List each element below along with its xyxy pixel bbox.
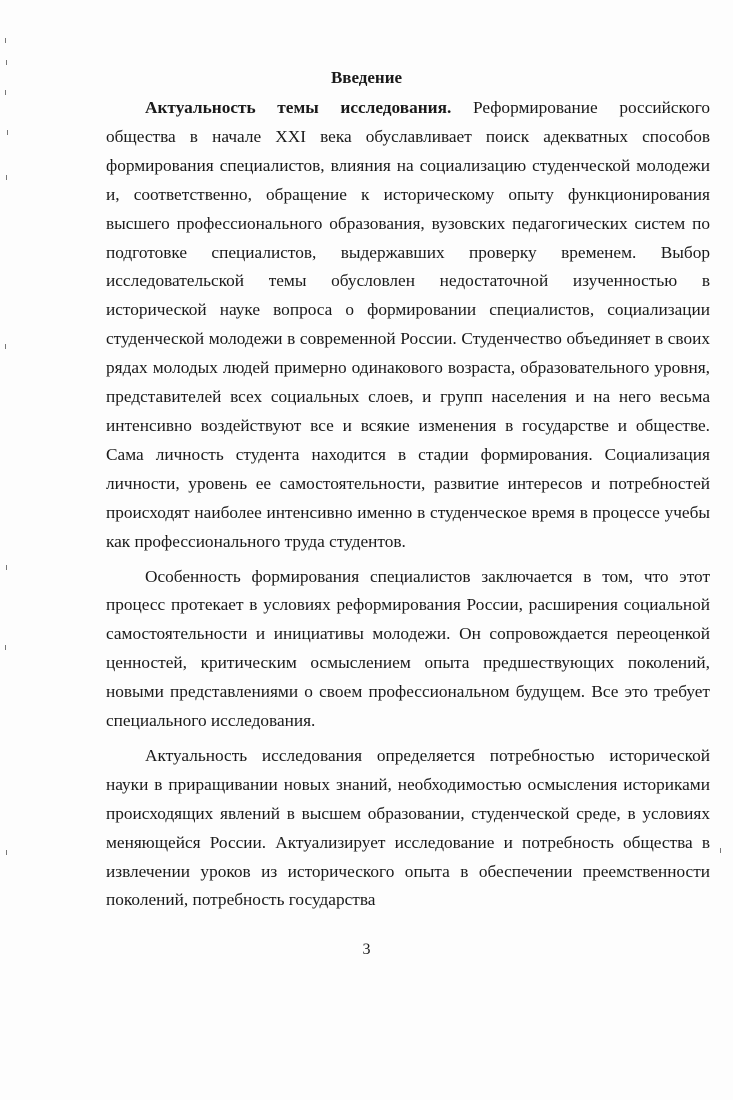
section-title: Введение — [330, 68, 403, 87]
scan-artifact — [6, 850, 7, 855]
paragraph-2 — [106, 563, 710, 736]
scan-artifact — [5, 344, 6, 349]
body-text — [106, 94, 710, 915]
scan-artifact — [6, 565, 7, 570]
paragraph-text: Актуальность исследования определяется потребностью исторической науки в приращивании новых знаний, необходимостью осмысления историками происходящих явлений в высшем образовании, студенческой среде, в условиях меняющейся России. Актуализирует исследование и потребность общества в извлечении уроков из исторического опыта в обеспечении преемственности поколений, потребность государства — [106, 745, 710, 910]
paragraph-1 — [106, 94, 710, 557]
scan-artifact — [720, 848, 721, 853]
page-number: 3 — [362, 941, 371, 958]
paragraph-text: Реформирование российского общества в начале XXI века обуславливает поиск адекватных способов формирования специалистов, влияния на социализацию студенческой молодежи и, соответственно, обращение к историческому опыту функционирования высшего профессионального образования, вузовских педагогических систем по подготовке специалистов, выдержавших проверку временем. Выбор исследовательской темы обусловлен недостаточной изученностью в исторической науке вопроса о формировании специалистов, социализации студенческой молодежи в современной России. Студенчество объединяет в своих рядах молодых людей примерно одинакового возраста, образовательного уровня, представителей всех социальных слоев, и групп населения и на него весьма интенсивно воздействуют все и всякие изменения в государстве и обществе. Сама личность студента находится в стадии формирования. Социализация личности, уровень ее самостоятельности, развитие интересов и потребностей происходят наиболее интенсивно именно в студенческое время в процессе учебы как профессионального труда студентов. — [106, 98, 711, 551]
scan-artifact — [6, 60, 7, 65]
scan-artifact — [5, 90, 6, 95]
scan-artifact — [7, 130, 8, 135]
paragraph-3 — [106, 742, 710, 915]
paragraph-lead: Актуальность темы исследования. — [145, 98, 452, 117]
scan-artifact — [5, 38, 6, 43]
scan-artifact — [6, 175, 7, 180]
paragraph-text: Особенность формирования специалистов заключается в том, что этот процесс протекает в условиях реформирования России, расширения социальной самостоятельности и инициативы молодежи. Он сопровождается переоценкой ценностей, критическим осмыслением опыта предшествующих поколений, новыми представлениями о своем профессиональном будущем. Все это требует специального исследования. — [106, 566, 710, 731]
scan-artifact — [5, 645, 6, 650]
